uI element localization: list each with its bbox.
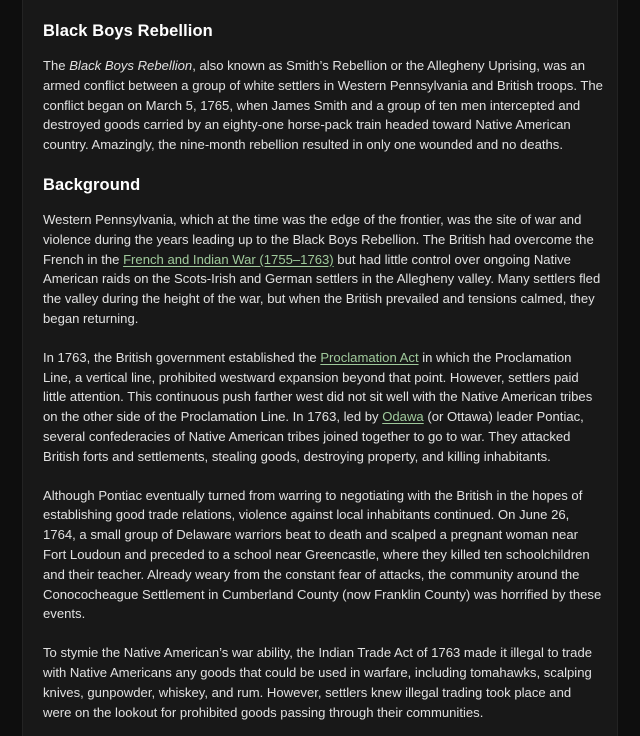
article-title: Black Boys Rebellion: [43, 22, 213, 40]
link-odawa[interactable]: Odawa: [382, 409, 424, 425]
background-paragraph-4: To stymie the Native American’s war ability, the Indian Trade Act of 1763 made it illegal to trade with Native Americans any goods that could be used in warfare, including tomahawks, scalping knives, gunpowder, whiskey, and rum. However, settlers knew illegal trading took place and were on the lookout for prohibited goods passing through their communities.: [43, 645, 593, 720]
background-paragraph-2: [43, 348, 603, 467]
section-heading-background: Background: [43, 175, 141, 194]
intro-text-end: , also known as Smith’s Rebellion or the Allegheny Uprising, was an armed conflict between a group of white settlers in Western Pennsylvania and British troops. The conflict began on March 5, 1765, when James Smith and a group of ten men intercepted and destroyed goods carried by an eighty-one horse-pack train headed toward Native American country. Amazingly, the nine-month rebellion resulted in only one wounded and no deaths.: [43, 58, 603, 153]
intro-emphasis: Black Boys Rebellion: [69, 58, 193, 73]
paragraph-text: in which the Proclamation Line, a vertical line, prohibited westward expansion beyond that point. However, settlers paid little attention. This continuous push farther west did not sit well with the Native American tribes on the other side of the Proclamation Line. In 1763, led by: [43, 349, 593, 425]
link-proclamation-act[interactable]: Proclamation Act: [320, 349, 419, 365]
intro-text-start: The: [43, 58, 70, 73]
background-paragraph-3: Although Pontiac eventually turned from warring to negotiating with the British in the hopes of establishing good trade relations, violence against local inhabitants continued. On June 26, 1764, a small group of Delaware warriors beat to death and scalped a pregnant woman near Fort Loudoun and preceded to a school near Greencastle, where they killed ten schoolchildren and their teacher. Already weary from the constant fear of attacks, the community around the Conococheague Settlement in Cumberland County (now Franklin County) was horrified by these events.: [43, 487, 602, 622]
background-paragraph-1: [43, 210, 603, 329]
paragraph-text: but had little control over ongoing Native American raids on the Scots-Irish and German settlers in the Allegheny valley. Many settlers fled the valley during the height of the war, but when the British prevailed and tensions calmed, they began returning.: [43, 251, 601, 326]
link-french-and-indian-war[interactable]: French and Indian War (1755–1763): [123, 251, 334, 267]
paragraph-text: (or Ottawa) leader Pontiac, several confederacies of Native American tribes joined together to go to war. They attacked British forts and settlements, stealing goods, destroying property, and killing inhabitants.: [43, 409, 584, 464]
article-panel: [22, 0, 618, 736]
intro-paragraph: [43, 56, 603, 155]
paragraph-text: Western Pennsylvania, which at the time was the edge of the frontier, was the site of war and violence during the years leading up to the Black Boys Rebellion. The British had overcome the French in the: [43, 211, 594, 267]
paragraph-text: In 1763, the British government established the: [43, 349, 321, 365]
